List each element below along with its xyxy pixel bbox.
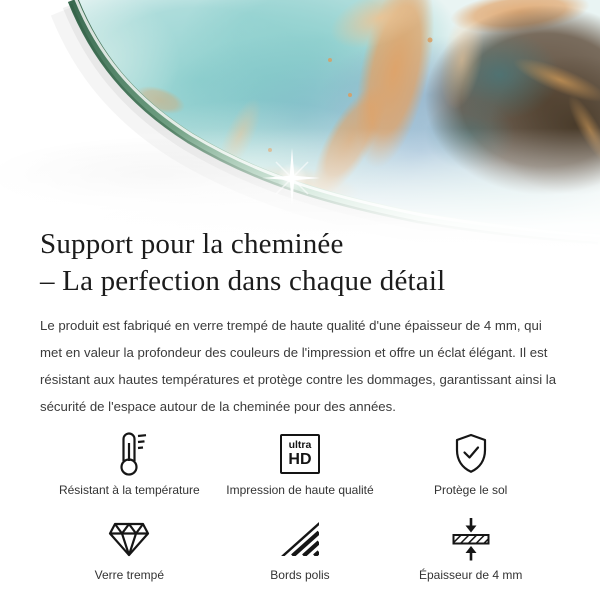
feature-polished-edges [215, 515, 386, 582]
product-description-text: Le produit est fabriqué en verre trempé de haute qualité d'une épaisseur de 4 mm, qui met en valeur la profondeur des couleurs de l'impression et offre un éclat élégant. Il est résistant aux hautes températures et protège contre les dommages, garantissant ainsi la sécurité de l'espace autour de la cheminée pour des années. [40, 318, 557, 414]
feature-thickness [385, 515, 556, 582]
feature-label: Protège le sol [433, 483, 508, 497]
features-grid [40, 430, 560, 582]
ultra-hd-icon-bottom-text: HD [288, 450, 312, 468]
thickness-icon [449, 515, 493, 563]
feature-label: Impression de haute qualité [226, 483, 374, 497]
polished-edges-icon [278, 515, 322, 563]
feature-floor-protection [385, 430, 556, 497]
feature-label: Épaisseur de 4 mm [418, 568, 523, 582]
page-title-line1: Support pour la cheminée [40, 228, 344, 260]
feature-label: Bords polis [270, 568, 330, 582]
feature-tempered-glass [44, 515, 215, 582]
shield-check-icon [449, 430, 493, 478]
page-title [40, 226, 560, 300]
feature-label: Verre trempé [94, 568, 165, 582]
glass-panel-artwork [0, 0, 600, 250]
feature-high-quality-print [215, 430, 386, 497]
product-description-section [0, 226, 600, 582]
thermometer-icon [109, 430, 149, 478]
product-image [0, 0, 600, 250]
diamond-icon [106, 515, 152, 563]
ultra-hd-icon-top-text: ultra [288, 439, 312, 452]
ultra-hd-icon [280, 430, 320, 478]
feature-temperature-resistant [44, 430, 215, 497]
feature-label: Résistant à la température [58, 483, 200, 497]
page-title-line2: – La perfection dans chaque détail [40, 265, 446, 297]
